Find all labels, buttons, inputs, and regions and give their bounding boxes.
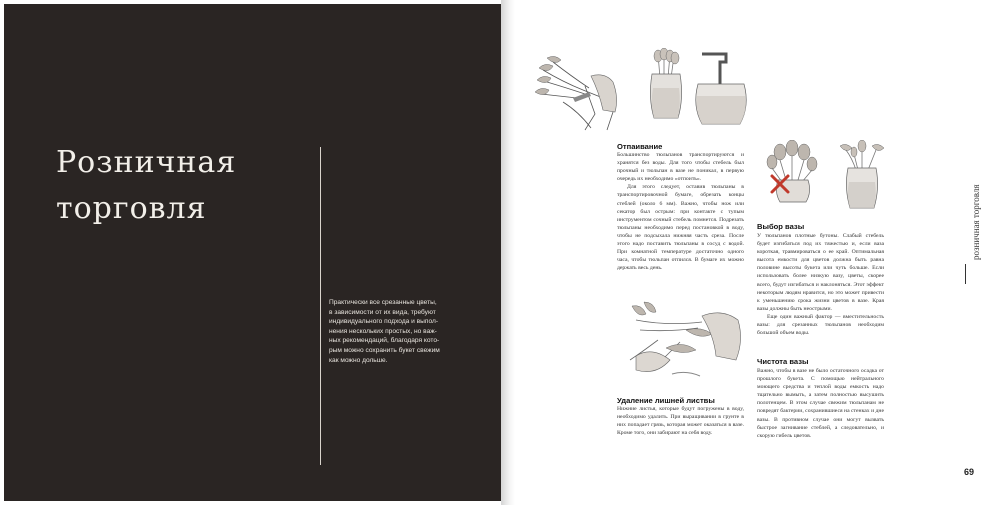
wrong-vase-illustration (758, 140, 830, 206)
intro-line: ных рекомендаций, благодаря кото- (329, 337, 440, 345)
running-head-text: розничная торговля (971, 184, 981, 260)
chapter-title-line-1: Розничная (56, 145, 237, 180)
section-title-watering: Отпаивание (617, 142, 663, 151)
intro-line: Практически все срезанные цветы, (329, 299, 437, 306)
paragraph: Для этого следует, оставив тюльпаны в транспортировочной бумаге, обрезать концы стеблей (около 6 мм). Важно, чтобы нож или секатор был острым: при контакте с тупым инструментом сочный стебель помнется. Подрезать тюльпаны необходимо перед постановкой в воду, чтобы не подсыхала нижняя часть среза. После этого надо поставить тюльпаны в сосуд с водой. При комнатной температуре достаточно одного часа, чтобы тюльпан отпился. В бумаге их можно держать весь день. (617, 184, 744, 272)
paragraph: Важно, чтобы в вазе не было остаточного осадка от прошлого букета. С помощью нейтрального моющего средства и теплой воды емкость надо тщательно вымыть, а затем полностью высушить полотенцем. В этом случае свежим тюльпанам не повредят бактерии, сохранившиеся на стенках и дне вазы. В противном случае они могут вызвать быстрое загнивание стеблей, а следовательно, и скорую гибель цветов. (757, 368, 884, 439)
section-title-vase-choice: Выбор вазы (757, 222, 805, 231)
section-body-vase-choice (757, 232, 884, 337)
tulip-cutting-illustration (533, 52, 625, 132)
running-head-rule (965, 264, 966, 284)
leaf-removal-illustration (626, 300, 746, 384)
chapter-title-line-2: торговля (56, 191, 207, 226)
section-title-leaf-removal: Удаление лишней листвы (617, 396, 715, 405)
intro-line: как можно дольше. (329, 356, 388, 364)
intro-line: нения нескольких простых, но важ- (329, 327, 437, 335)
section-body-vase-cleanliness (757, 367, 884, 440)
right-vase-illustration (832, 140, 892, 210)
section-body-leaf-removal (617, 405, 744, 437)
page-number: 69 (964, 467, 975, 477)
paragraph: Нижние листья, которые будут погружены в воду, необходимо удалить. При выращивании в грунте в них попадает грязь, которая может оказаться в вазе. Кроме того, они забирают на себя воду. (617, 406, 744, 437)
section-title-vase-cleanliness: Чистота вазы (757, 357, 809, 366)
chapter-title (56, 140, 306, 232)
paragraph: У тюльпанов плотные бутоны. Слабый стебель будет изгибаться под их тяжестью и, если ваза короткая, травмироваться о ее край. Оптимальная высота емкости для цветов должна быть равна половине высоты букета или чуть больше. Если использовать более низкую вазу, цветы, скорее всего, будут изгибаться и наклоняться. Этот эффект некоторым людям нравится, но это может привести к уменьшению срока жизни цветов в вазе. Края вазы должны быть неострыми. (757, 233, 884, 312)
vertical-divider (320, 147, 321, 465)
vase-watering-illustration (640, 48, 760, 128)
intro-line: рым можно сохранить букет свежим (329, 346, 440, 354)
section-body-watering (617, 151, 744, 272)
intro-line: индивидуального подхода и выпол- (329, 318, 439, 326)
intro-line: в зависимости от их вида, требуют (329, 308, 436, 316)
paragraph: Еще один важный фактор — вместительность вазы: для срезанных тюльпанов необходим большой объем воды. (757, 313, 884, 337)
intro-text (329, 298, 459, 365)
left-page (4, 4, 501, 501)
running-head (958, 150, 981, 260)
book-gutter (501, 0, 515, 505)
paragraph: Большинство тюльпанов транспортируются и хранятся без воды. Для того чтобы стебель был прочный и тюльпан в вазе не поникал, в первую очередь их необходимо «отпоить». (617, 152, 744, 183)
